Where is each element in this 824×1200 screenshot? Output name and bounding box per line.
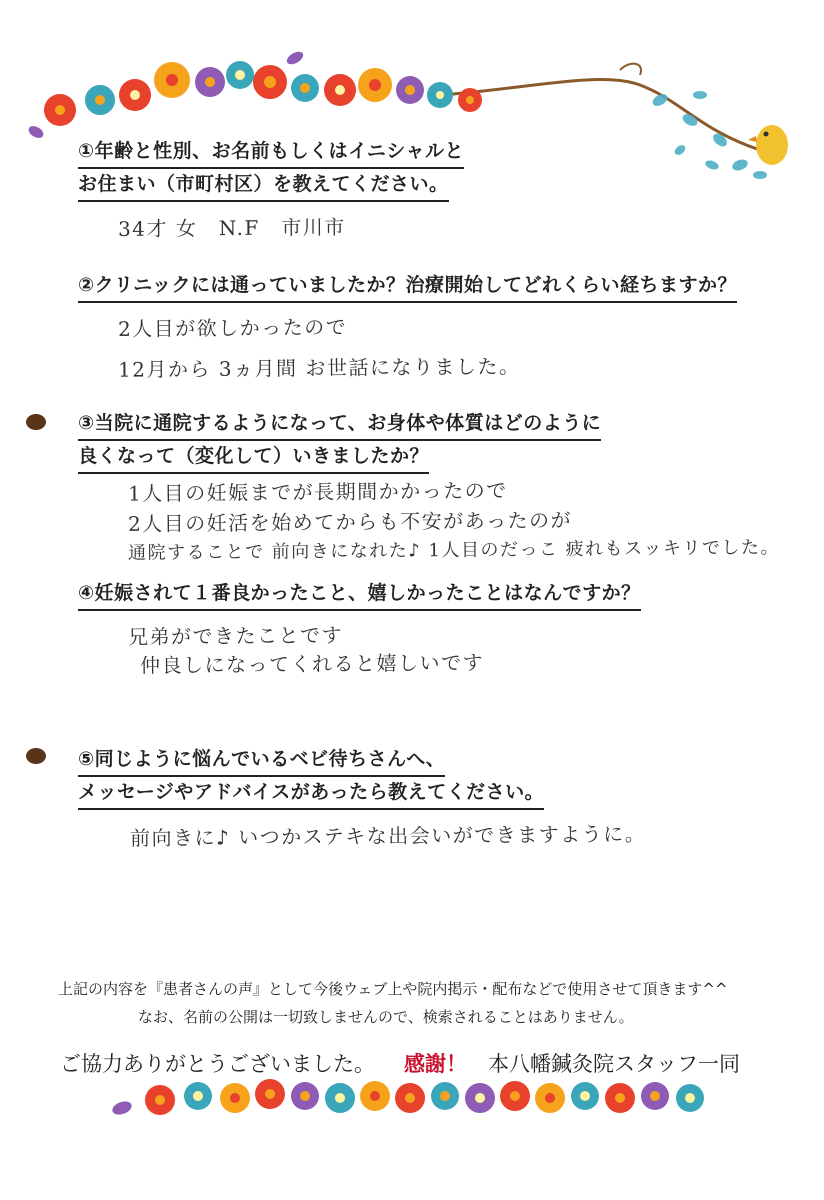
bird-icon — [748, 125, 788, 165]
answer-1-line-1: 34才 女 N.F 市川市 — [117, 215, 346, 241]
answer-4-line-2: 仲良しになってくれると嬉しいです — [139, 650, 485, 678]
question-1-line-1: ①年齢と性別、お名前もしくはイニシャルと — [78, 136, 464, 169]
question-4 — [78, 578, 641, 611]
question-3-line-2: 良くなって（変化して）いきましたか？ — [78, 441, 429, 474]
question-1 — [78, 136, 464, 202]
question-5 — [78, 744, 544, 810]
question-2-line-1: ②クリニックには通っていましたか？治療開始してどれくらい経ちますか？ — [78, 270, 737, 303]
question-3-line-1: ③当院に通院するようになって、お身体や体質はどのように — [78, 408, 601, 441]
answer-2-line-1: 2人目が欲しかったので — [117, 315, 348, 341]
bullet-dot-5 — [26, 748, 46, 764]
question-2 — [78, 270, 737, 303]
question-5-line-1: ⑤同じように悩んでいるベビ待ちさんへ、 — [78, 744, 445, 777]
answer-5-line-1: 前向きに♪ いつかステキな出会いができますように。 — [129, 821, 647, 851]
bottom-floral-garland — [100, 1068, 720, 1128]
answer-4-line-1: 兄弟ができたことです — [127, 623, 344, 649]
question-1-line-2: お住まい（市町村区）を教えてください。 — [78, 169, 449, 202]
answer-3-line-2: 2人目の妊活を始めてからも不安があったのが — [127, 508, 573, 536]
bullet-dot-3 — [26, 414, 46, 430]
thanks-message: ご協力ありがとうございました。 — [60, 1052, 375, 1076]
usage-note-line-1: 上記の内容を『患者さんの声』として今後ウェブ上や院内掲示・配布などで使用させて頂きます^^ — [58, 980, 728, 998]
usage-note-line-2: なお、名前の公開は一切致しませんので、検索されることはありません。 — [138, 1008, 634, 1026]
answer-2-line-2: 12月から 3ヵ月間 お世話になりました。 — [117, 354, 521, 382]
question-4-line-1: ④妊娠されて１番良かったこと、嬉しかったことはなんですか？ — [78, 578, 641, 611]
question-5-line-2: メッセージやアドバイスがあったら教えてください。 — [78, 777, 544, 810]
answer-3-line-1: 1人目の妊娠までが長期間かかったので — [127, 478, 508, 506]
question-3 — [78, 408, 601, 474]
answer-3-line-3: 通院することで 前向きになれた♪ 1人目のだっこ 疲れもスッキリでした。 — [127, 537, 781, 564]
kansha-label: 感謝！ — [404, 1052, 467, 1076]
staff-signature: 本八幡鍼灸院スタッフ一同 — [488, 1052, 740, 1076]
